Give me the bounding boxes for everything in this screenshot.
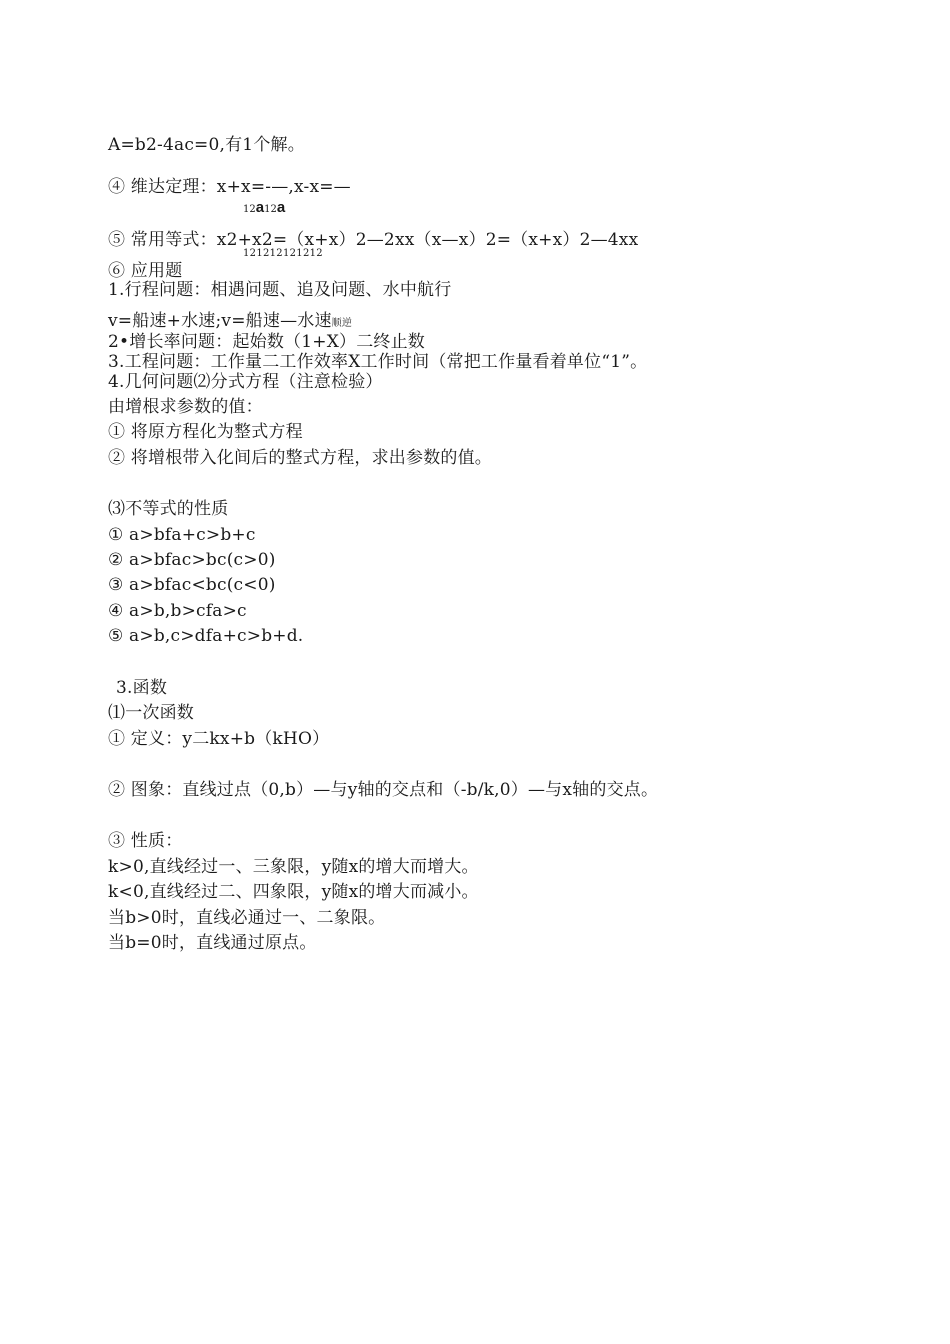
speed-text: v=船速+水速;v=船速—水速 [108, 311, 332, 331]
vieta-text: ④ 维达定理：x+x=-—,x-x=— [108, 177, 351, 197]
vieta-subscript-2: 12 [264, 204, 277, 215]
linear-definition: ① 定义：y二kx+b（kHO） [108, 729, 330, 749]
identity-line [108, 229, 638, 251]
vieta-subscript-1: 12 [243, 204, 256, 215]
discriminant-line [108, 134, 305, 156]
work-problem: 3.工程问题：工作量二工作效率X工作时间（常把工作量看着单位“1”。 [108, 352, 648, 372]
inequality-property-1: ① a>bfa+c>b+c [108, 525, 256, 545]
root-parameter-heading: 由增根求参数的值： [108, 397, 263, 417]
linear-function-heading: ⑴一次函数 [108, 703, 194, 723]
b-zero-rule: 当b=0时，直线通过原点。 [108, 933, 317, 953]
linear-graph: ② 图象：直线过点（0,b）—与y轴的交点和（-b/k,0）—与x轴的交点。 [108, 780, 659, 800]
vieta-subscript-row [243, 199, 286, 216]
vieta-denominator-2: a [276, 199, 286, 216]
inequality-heading: ⑶不等式的性质 [108, 499, 229, 519]
speed-annotation: 顺逆 [331, 318, 353, 329]
linear-property-heading: ③ 性质： [108, 831, 183, 851]
vieta-denominator-1: a [255, 199, 265, 216]
geometry-problem: 4.几何问题⑵分式方程（注意检验） [108, 372, 383, 392]
growth-problem: 2•增长率问题：起始数（1+X）二终止数 [108, 332, 426, 352]
function-heading: 3.函数 [116, 678, 168, 698]
application-heading: ⑥ 应用题 [108, 261, 183, 281]
k-positive-rule: k>0,直线经过一、三象限，y随x的增大而增大。 [108, 857, 479, 877]
inequality-property-4: ④ a>b,b>cfa>c [108, 601, 247, 621]
inequality-property-3: ③ a>bfac<bc(c<0) [108, 575, 276, 595]
discriminant-text: A=b2-4ac=0,有1个解。 [108, 135, 305, 155]
vieta-line [108, 176, 351, 198]
identity-text: ⑤ 常用等式：x2+x2=（x+x）2—2xx（x—x）2=（x+x）2—4xx [108, 230, 639, 250]
k-negative-rule: k<0,直线经过二、四象限，y随x的增大而减小。 [108, 882, 479, 902]
b-positive-rule: 当b>0时，直线必通过一、二象限。 [108, 908, 386, 928]
inequality-property-5: ⑤ a>b,c>dfa+c>b+d. [108, 626, 304, 646]
root-step-1: ① 将原方程化为整式方程 [108, 422, 303, 442]
travel-problem: 1.行程问题：相遇问题、追及问题、水中航行 [108, 280, 452, 300]
identity-subscripts: 121212121212 [243, 248, 323, 259]
root-step-2: ② 将增根带入化间后的整式方程，求出参数的值。 [108, 448, 493, 468]
inequality-property-2: ② a>bfac>bc(c>0) [108, 550, 276, 570]
